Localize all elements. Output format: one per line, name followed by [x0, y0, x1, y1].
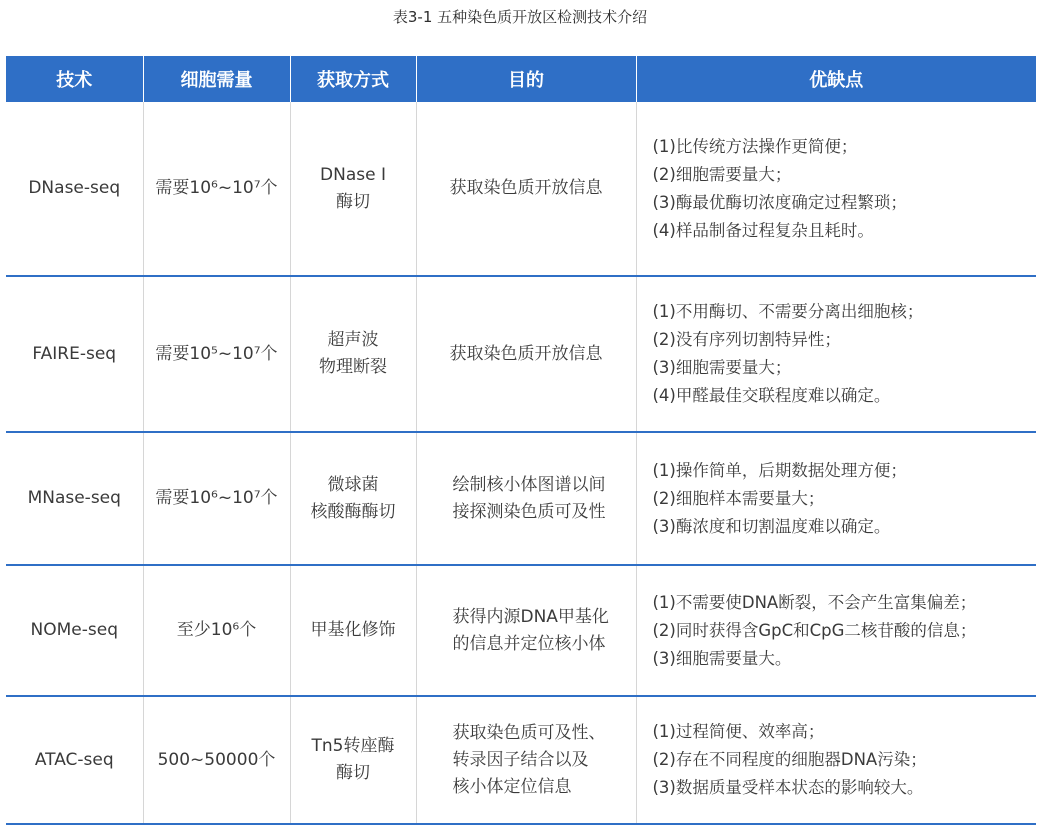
pros-cons-cell: [636, 432, 1036, 565]
cell-requirement-cell: 需要10⁶~10⁷个: [143, 102, 290, 276]
header-purpose: 目的: [416, 56, 636, 102]
pros-cons-list: [653, 718, 1029, 802]
cell-requirement-cell: 至少10⁶个: [143, 565, 290, 696]
pros-cons-item: (1)不用酶切、不需要分离出细胞核；: [652, 302, 924, 321]
method-cell: DNase I 酶切: [290, 102, 416, 276]
pros-cons-cell: [636, 696, 1036, 824]
header-cell-requirement: 细胞需量: [143, 56, 290, 102]
table-row: [6, 276, 1036, 432]
pros-cons-item: (2)同时获得含GpC和CpG二核苷酸的信息；: [652, 620, 977, 640]
table-row: [6, 432, 1036, 565]
technique-cell: ATAC-seq: [6, 696, 143, 824]
pros-cons-list: [653, 589, 1029, 673]
header-pros-cons: 优缺点: [636, 56, 1036, 102]
pros-cons-cell: [636, 565, 1036, 696]
table-row: [6, 102, 1036, 276]
pros-cons-item: (1)操作简单，后期数据处理方便；: [652, 460, 907, 480]
table-row: [6, 696, 1036, 824]
pros-cons-item: (1)比传统方法操作更简便；: [652, 136, 858, 156]
technique-cell: MNase-seq: [6, 432, 143, 565]
header-row: [6, 56, 1036, 102]
pros-cons-item: (2)存在不同程度的细胞器DNA污染；: [652, 750, 927, 769]
purpose-cell: 获取染色质可及性、 转录因子结合以及 核小体定位信息: [416, 696, 636, 824]
technique-cell: NOMe-seq: [6, 565, 143, 696]
pros-cons-list: [653, 457, 1029, 541]
method-cell: 超声波 物理断裂: [290, 276, 416, 432]
method-cell: 微球菌 核酸酶酶切: [290, 432, 416, 565]
cell-requirement-cell: 500~50000个: [143, 696, 290, 824]
pros-cons-item: (2)没有序列切割特异性；: [652, 330, 841, 349]
header-method: 获取方式: [290, 56, 416, 102]
technique-cell: FAIRE-seq: [6, 276, 143, 432]
techniques-table: [6, 56, 1036, 825]
cell-requirement-cell: 需要10⁶~10⁷个: [143, 432, 290, 565]
header-technique: 技术: [6, 56, 143, 102]
pros-cons-item: (3)细胞需要量大。: [652, 648, 792, 668]
pros-cons-item: (4)样品制备过程复杂且耗时。: [652, 220, 874, 240]
pros-cons-item: (1)不需要使DNA断裂，不会产生富集偏差；: [652, 592, 977, 612]
purpose-cell: 获得内源DNA甲基化 的信息并定位核小体: [416, 565, 636, 696]
pros-cons-item: (4)甲醛最佳交联程度难以确定。: [652, 386, 891, 405]
pros-cons-list: [653, 133, 1029, 245]
pros-cons-item: (3)细胞需要量大；: [652, 358, 792, 377]
purpose-cell: 获取染色质开放信息: [416, 102, 636, 276]
method-cell: Tn5转座酶 酶切: [290, 696, 416, 824]
pros-cons-item: (2)细胞样本需要量大；: [652, 488, 825, 508]
table-caption: 表3-1 五种染色质开放区检测技术介绍: [392, 8, 648, 26]
purpose-cell: 获取染色质开放信息: [416, 276, 636, 432]
pros-cons-item: (3)酶最优酶切浓度确定过程繁琐；: [652, 192, 907, 212]
pros-cons-list: [653, 298, 1029, 410]
table-row: [6, 565, 1036, 696]
method-cell: 甲基化修饰: [290, 565, 416, 696]
pros-cons-item: (3)酶浓度和切割温度难以确定。: [652, 516, 891, 536]
purpose-cell: 绘制核小体图谱以间 接探测染色质可及性: [416, 432, 636, 565]
cell-requirement-cell: 需要10⁵~10⁷个: [143, 276, 290, 432]
pros-cons-item: (2)细胞需要量大；: [652, 164, 792, 184]
pros-cons-item: (3)数据质量受样本状态的影响较大。: [652, 778, 924, 797]
pros-cons-cell: [636, 102, 1036, 276]
technique-cell: DNase-seq: [6, 102, 143, 276]
pros-cons-cell: [636, 276, 1036, 432]
pros-cons-item: (1)过程简便、效率高；: [652, 722, 825, 741]
